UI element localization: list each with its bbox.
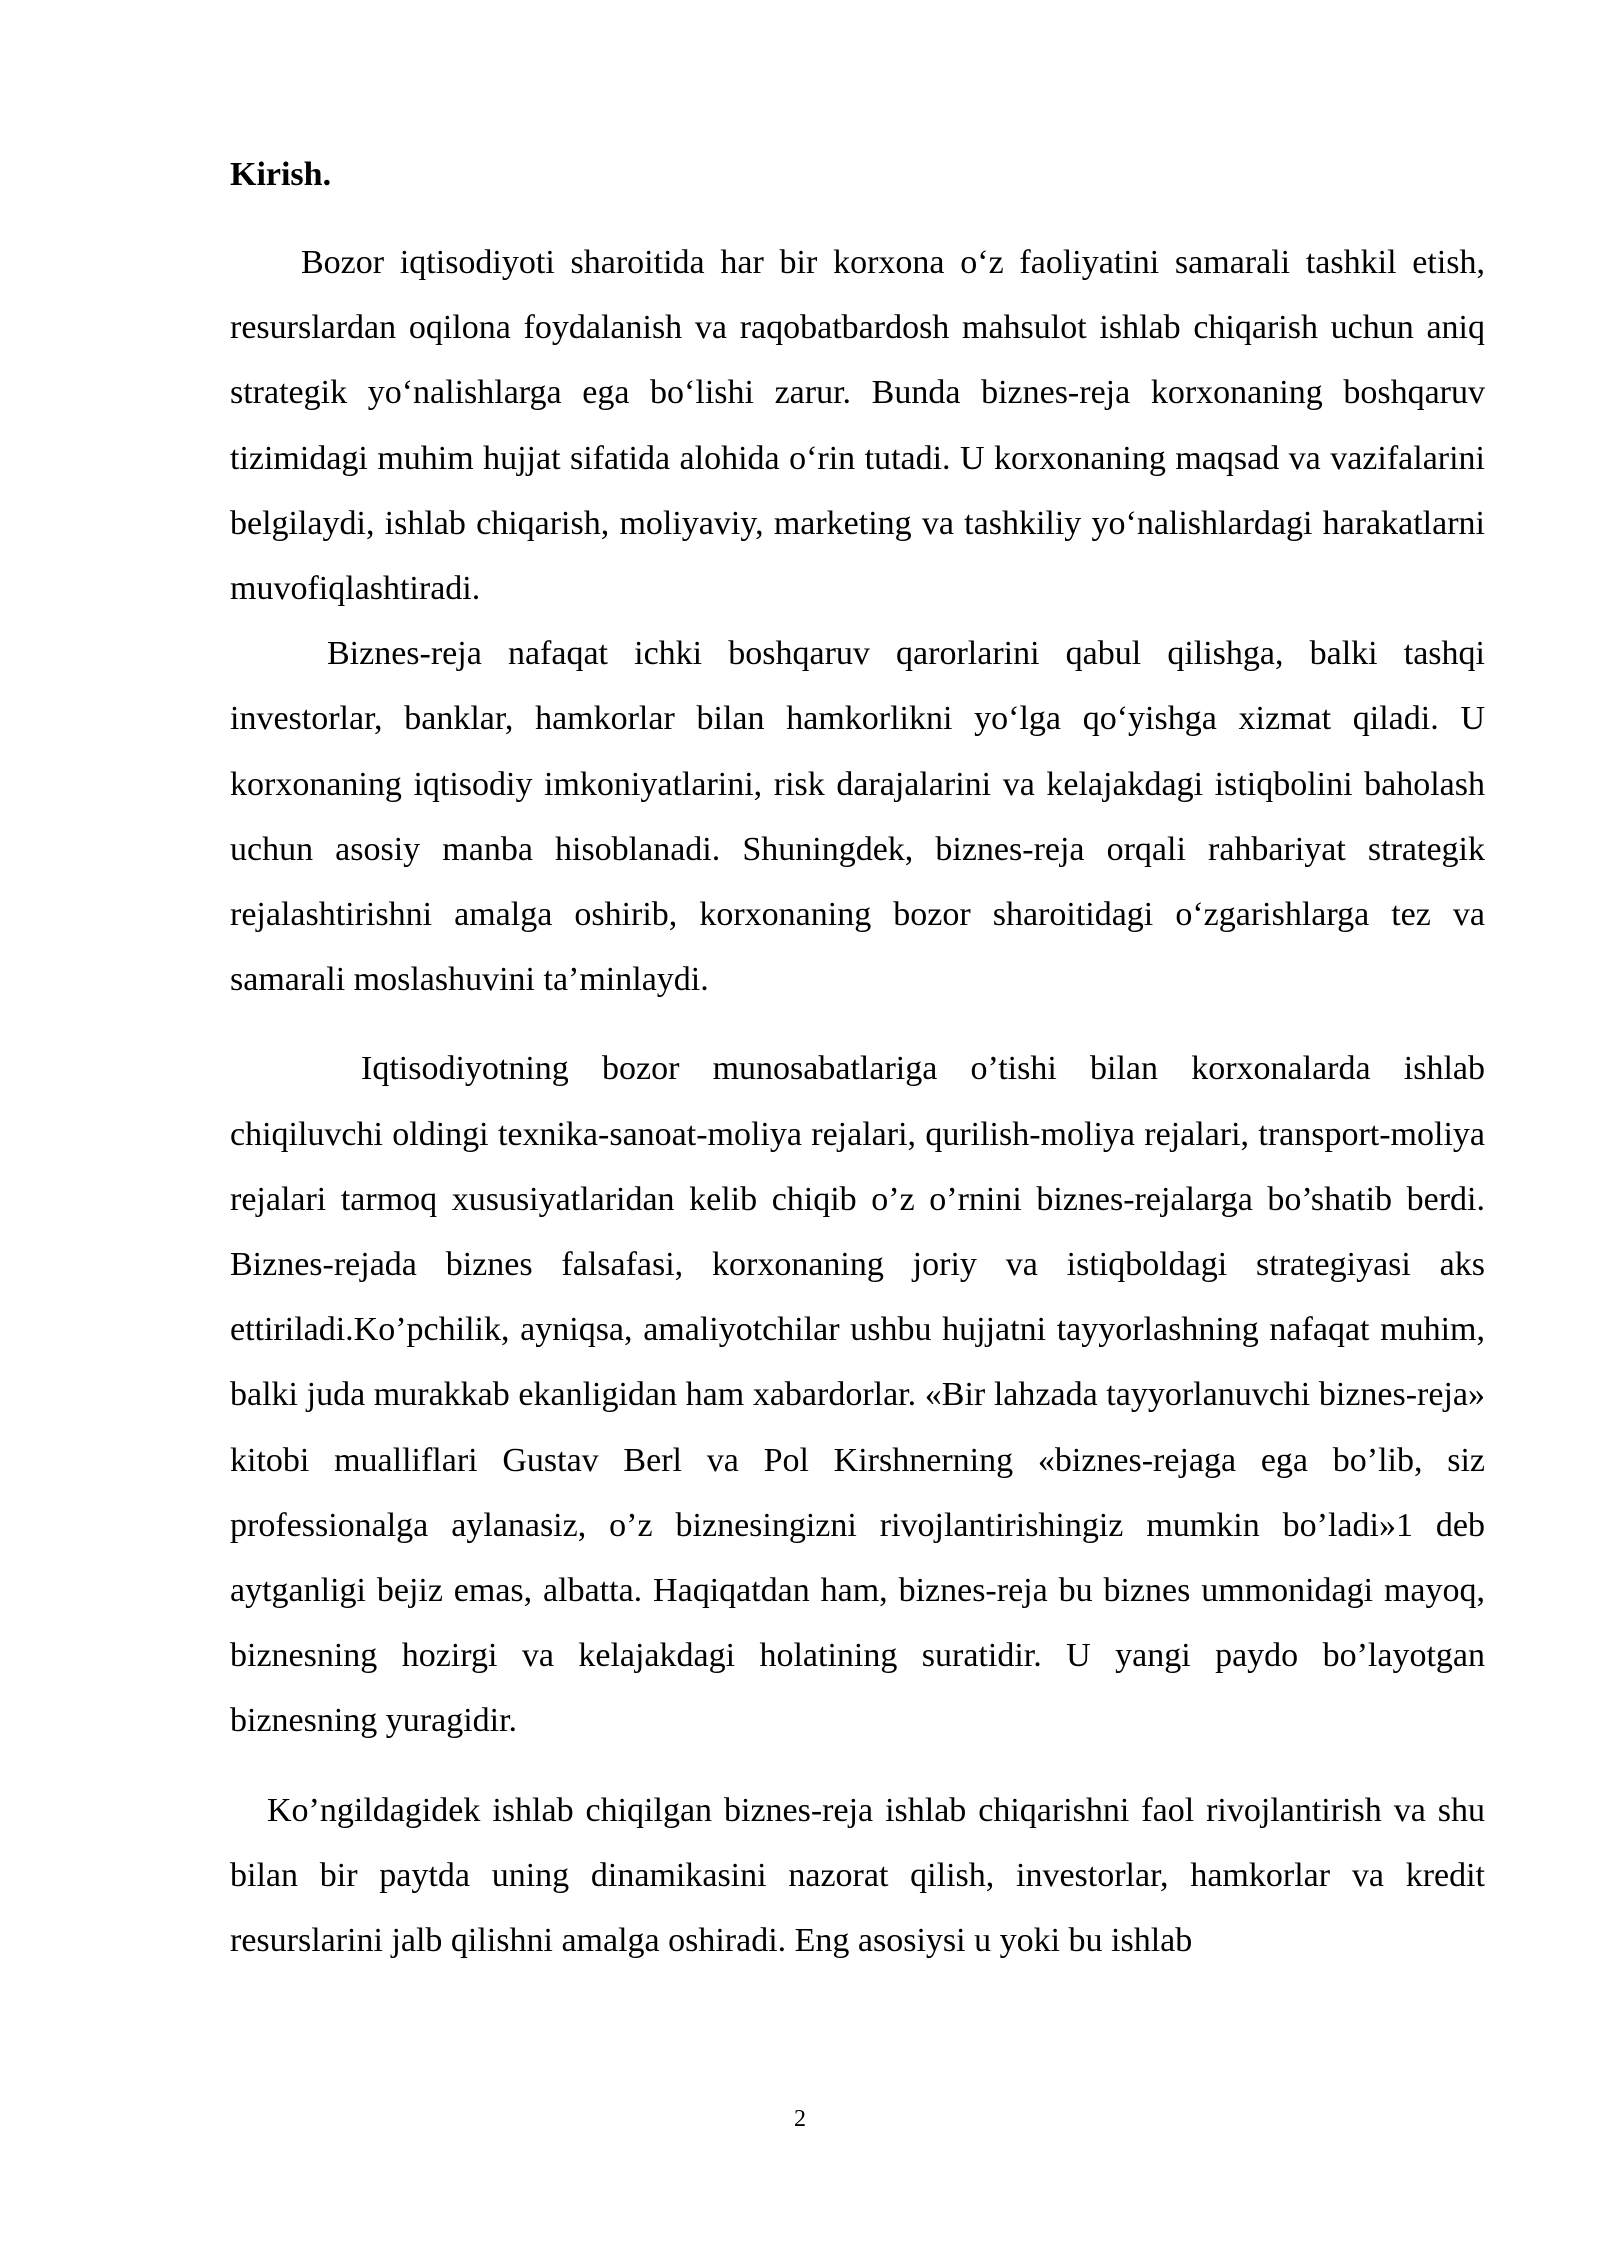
paragraph-2: Biznes-reja nafaqat ichki boshqaruv qarorlarini qabul qilishga, balki tashqi investorlar, banklar, hamkorlar bilan hamkorlikni yo‘lga qo‘yishga xizmat qiladi. U korxonaning iqtisodiy imkoniyatlarini, risk darajalarini va kelajakdagi istiqbolini baholash uchun asosiy manba hisoblanadi. Shuningdek, biznes-reja orqali rahbariyat strategik rejalashtirishni amalga oshirib, korxonaning bozor sharoitidagi o‘zgarishlarga tez va samarali moslashuvini ta’minlaydi. [230,635,1485,999]
paragraph-3: Iqtisodiyotning bozor munosabatlariga o’tishi bilan korxonalarda ishlab chiqiluvchi oldingi texnika-sanoat-moliya rejalari, qurilish-moliya rejalari, transport-moliya rejalari tarmoq xususiyatlaridan kelib chiqib o’z o’rnini biznes-rejalarga bo’shatib berdi. Biznes-rejada biznes falsafasi, korxonaning joriy va istiqboldagi strategiyasi aks ettiriladi.Ko’pchilik, ayniqsa, amaliyotchilar ushbu hujjatni tayyorlashning nafaqat muhim, balki juda murakkab ekanligidan ham xabardorlar. «Bir lahzada tayyorlanuvchi biznes-reja» kitobi mualliflari Gustav Berl va Pol Kirshnerning «biznes-rejaga ega bo’lib, siz professionalga aylanasiz, o’z biznesingizni rivojlantirishingiz mumkin bo’ladi»1 deb aytganligi bejiz emas, albatta. Haqiqatdan ham, biznes-reja bu biznes ummonidagi mayoq, biznesning hozirgi va kelajakdagi holatining suratidir. U yangi paydo bo’layotgan biznesning yuragidir. [230,1050,1485,1740]
paragraph-1: Bozor iqtisodiyoti sharoitida har bir korxona o‘z faoliyatini samarali tashkil etish, resurslardan oqilona foydalanish va raqobatbardosh mahsulot ishlab chiqarish uchun aniq strategik yo‘nalishlarga ega bo‘lishi zarur. Bunda biznes-reja korxonaning boshqaruv tizimidagi muhim hujjat sifatida alohida o‘rin tutadi. U korxonaning maqsad va vazifalarini belgilaydi, ishlab chiqarish, moliyaviy, marketing va tashkiliy yo‘nalishlardagi harakatlarni muvofiqlashtiradi. [230,244,1485,608]
page-content [230,148,1485,1973]
page-number: 2 [794,2106,806,2132]
section-heading: Kirish. [230,156,332,193]
paragraph-4: Ko’ngildagidek ishlab chiqilgan biznes-reja ishlab chiqarishni faol rivojlantirish va shu bilan bir paytda uning dinamikasini nazorat qilish, investorlar, hamkorlar va kredit resurslarini jalb qilishni amalga oshiradi. Eng asosiysi u yoki bu ishlab [230,1791,1485,1960]
